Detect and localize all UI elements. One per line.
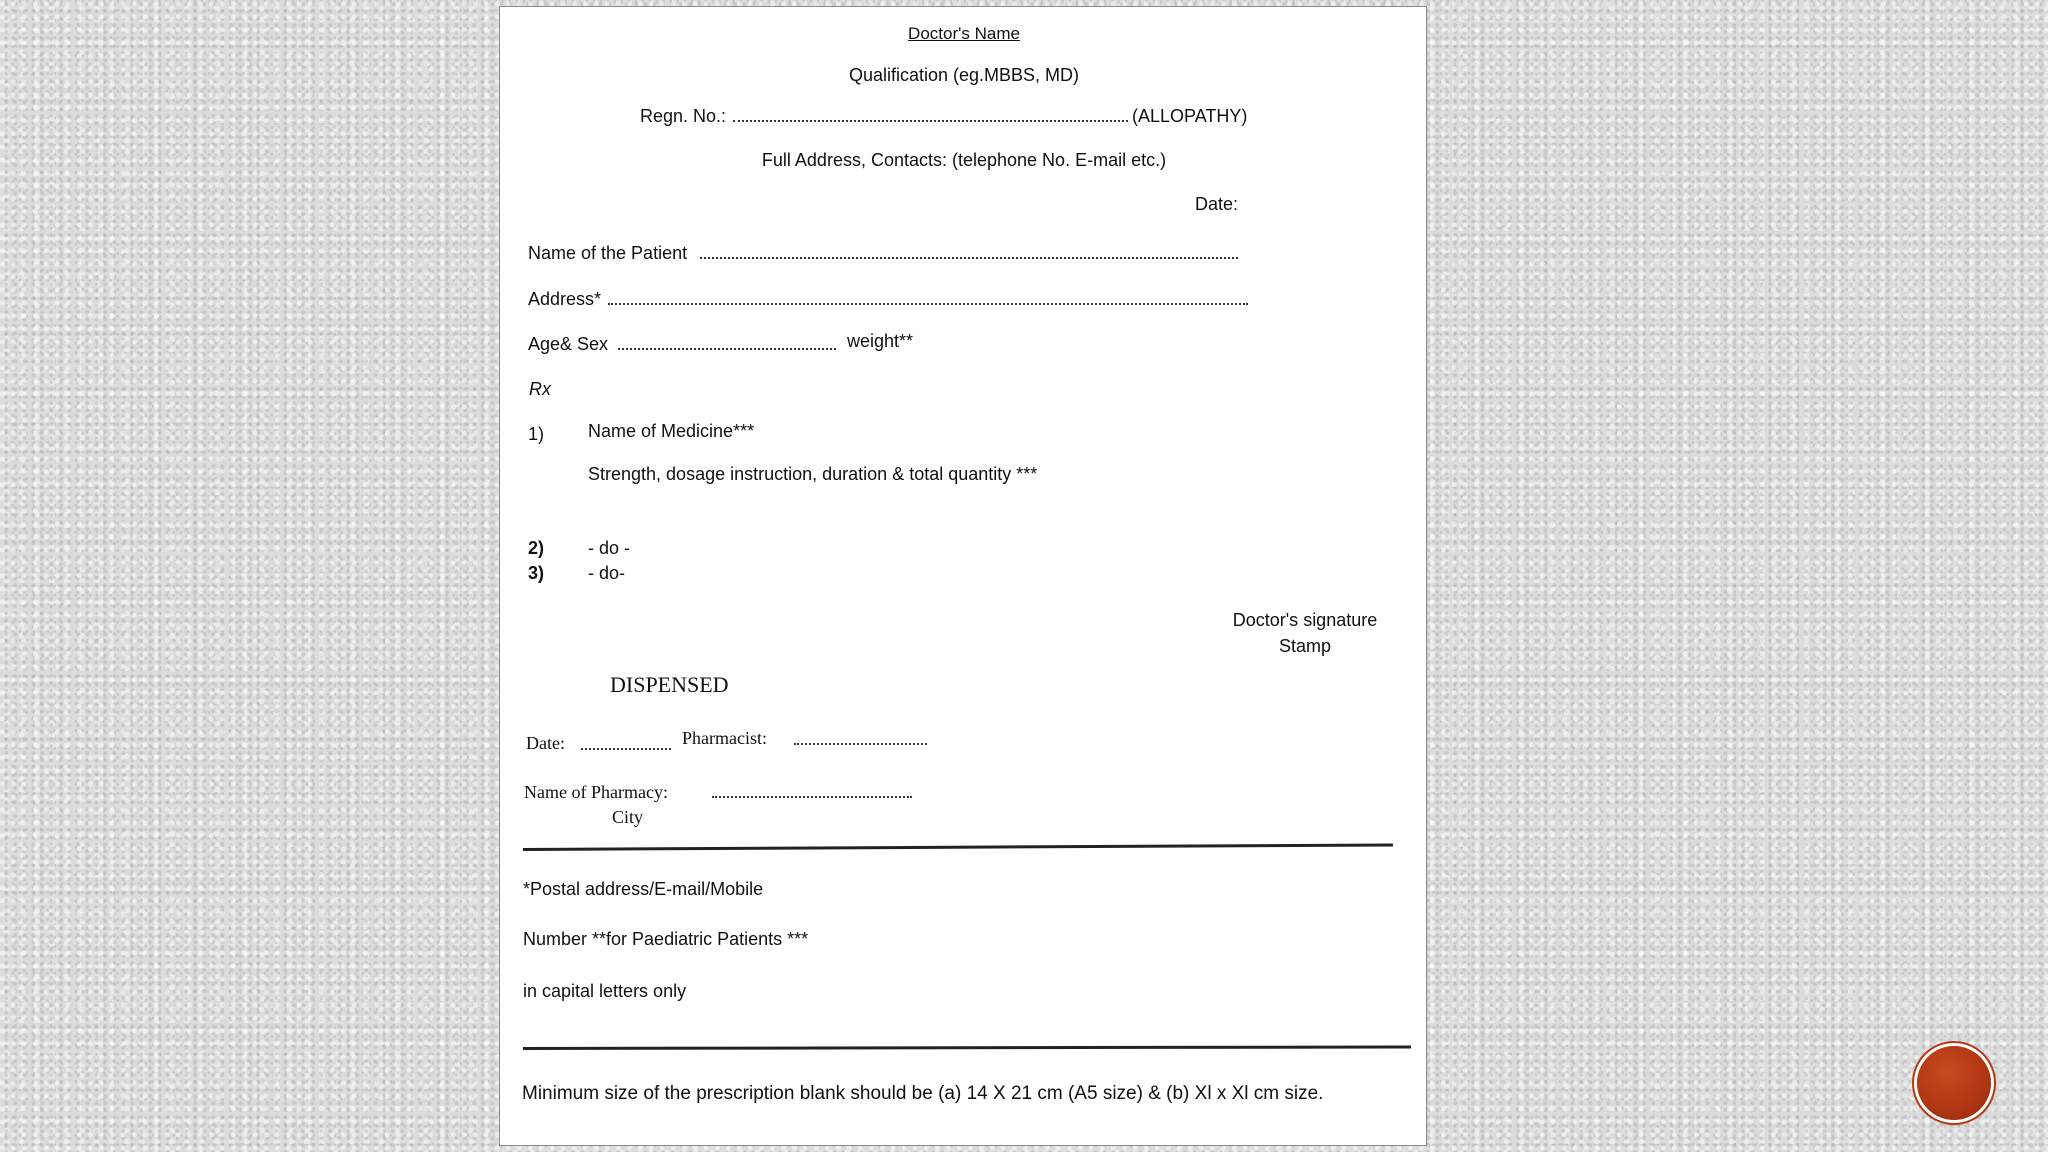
slide-number-badge xyxy=(1917,1046,1991,1120)
dispensed-date-label: Date: xyxy=(526,733,565,753)
rx-item-number: 2) xyxy=(528,538,545,558)
pharmacist-dotted-line xyxy=(794,743,927,745)
patient-address-label: Address* xyxy=(528,289,602,309)
date-label: Date: xyxy=(1195,194,1239,214)
regn-label: Regn. No.: xyxy=(640,106,727,126)
address-contacts-text: Full Address, Contacts: (telephone No. E-mail etc.) xyxy=(761,150,1167,170)
city-label: City xyxy=(612,807,644,827)
rx-item-text: - do - xyxy=(588,538,631,558)
divider-line xyxy=(523,843,1393,851)
signature-block xyxy=(1220,607,1390,659)
signature-label: Doctor's signature xyxy=(1232,610,1378,630)
footnote-line: *Postal address/E-mail/Mobile xyxy=(523,879,764,899)
doctor-name-heading: Doctor's Name xyxy=(908,24,1020,43)
age-sex-dotted-line xyxy=(618,348,836,350)
rx-symbol: Rx xyxy=(529,379,551,399)
age-sex-label: Age& Sex xyxy=(528,334,609,354)
qualification-text: Qualification (eg.MBBS, MD) xyxy=(848,65,1080,85)
dispensed-title: DISPENSED xyxy=(610,672,729,697)
patient-name-dotted-line xyxy=(700,257,1238,259)
prescription-document xyxy=(499,6,1427,1146)
size-note: Minimum size of the prescription blank should be (a) 14 X 21 cm (A5 size) & (b) Xl x Xl cm size. xyxy=(522,1083,1324,1104)
rx-item-text: Name of Medicine*** xyxy=(588,421,755,441)
pharmacist-label: Pharmacist: xyxy=(682,728,767,748)
patient-address-dotted-line xyxy=(608,303,1248,305)
rx-item-number: 3) xyxy=(528,563,545,583)
rx-detail-text: Strength, dosage instruction, duration & total quantity *** xyxy=(588,464,1038,484)
regn-dotted-line xyxy=(733,120,1128,122)
pharmacy-name-dotted-line xyxy=(712,796,912,798)
patient-name-label: Name of the Patient xyxy=(528,243,688,263)
divider-line xyxy=(523,1045,1411,1050)
rx-item-number: 1) xyxy=(528,424,545,444)
stamp-label: Stamp xyxy=(1278,636,1332,656)
dispensed-date-dotted-line xyxy=(581,748,671,750)
weight-label: weight** xyxy=(847,331,914,351)
footnote-line: in capital letters only xyxy=(523,981,687,1001)
regn-suffix: (ALLOPATHY) xyxy=(1132,106,1248,126)
rx-item-text: - do- xyxy=(588,563,626,583)
pharmacy-name-label: Name of Pharmacy: xyxy=(524,782,668,802)
footnote-line: Number **for Paediatric Patients *** xyxy=(523,929,809,949)
